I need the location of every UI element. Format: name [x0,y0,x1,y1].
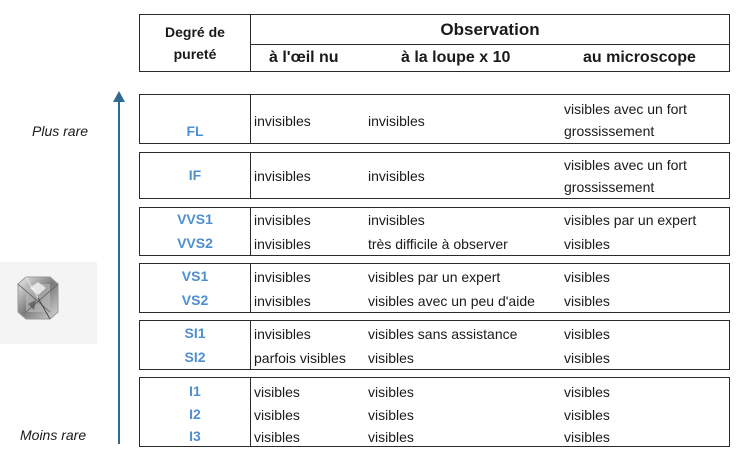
grade-fl: FL [186,123,204,139]
grade-group-vs [139,263,730,313]
cell-si2-loupe: visibles [368,350,414,366]
diamond-icon [0,262,97,344]
grade-vs1: VS1 [181,268,209,284]
cell-i3-eye: visibles [254,429,300,445]
column-divider [250,378,251,446]
cell-si2-micro: visibles [564,350,610,366]
cell-si1-micro: visibles [564,326,610,342]
grade-i2: I2 [189,406,201,422]
grade-group-fl [139,94,730,144]
column-divider [250,264,251,312]
cell-i2-loupe: visibles [368,407,414,423]
cell-fl-micro-1: visibles avec un fort [564,101,687,117]
cell-vvs1-loupe: invisibles [368,212,425,228]
label-moins-rare: Moins rare [20,427,87,443]
header-observation-cell [250,14,730,72]
cell-vs1-eye: invisibles [254,269,311,285]
cell-fl-eye: invisibles [254,113,311,129]
label-plus-rare: Plus rare [32,123,89,139]
cell-vvs1-micro: visibles par un expert [564,212,697,228]
grade-group-si [139,320,730,370]
grade-si2: SI2 [184,349,206,365]
rarity-arrow-line [118,100,120,444]
grade-si1: SI1 [184,325,206,341]
grade-i3: I3 [189,428,201,444]
header-col-loupe: à la loupe x 10 [401,49,511,66]
grade-group-vvs [139,207,730,256]
cell-i2-micro: visibles [564,407,610,423]
cell-if-micro-2: grossissement [564,179,655,195]
header-col-micro: au microscope [583,49,696,66]
cell-i3-micro: visibles [564,429,610,445]
header-observation-title: Observation [440,20,540,39]
grade-vvs1: VVS1 [177,211,213,227]
grade-i1: I1 [189,383,201,399]
rarity-arrow-head-icon [113,91,125,102]
cell-i3-loupe: visibles [368,429,414,445]
cell-vvs2-loupe: très difficile à observer [368,236,508,252]
grade-vs2: VS2 [181,292,209,308]
cell-if-loupe: invisibles [368,168,425,184]
cell-i2-eye: visibles [254,407,300,423]
cell-vs2-eye: invisibles [254,293,311,309]
header-grade-line1: Degré de [165,24,225,40]
cell-vs2-loupe: visibles avec un peu d'aide [368,293,535,309]
header-grade-line2: pureté [173,46,217,62]
diamond-image [0,262,97,344]
column-divider [250,321,251,369]
cell-vvs2-micro: visibles [564,236,610,252]
grade-group-if [139,152,730,199]
cell-vs1-loupe: visibles par un expert [368,269,501,285]
cell-i1-eye: visibles [254,384,300,400]
column-divider [250,95,251,143]
cell-vs2-micro: visibles [564,293,610,309]
cell-if-micro-1: visibles avec un fort [564,157,687,173]
cell-si2-eye: parfois visibles [254,350,346,366]
header-grade-cell [139,14,250,72]
grade-group-i [139,377,730,447]
cell-si1-loupe: visibles sans assistance [368,326,518,342]
cell-vvs2-eye: invisibles [254,236,311,252]
cell-i1-loupe: visibles [368,384,414,400]
cell-vs1-micro: visibles [564,269,610,285]
cell-if-eye: invisibles [254,168,311,184]
cell-si1-eye: invisibles [254,326,311,342]
column-divider [250,208,251,255]
header-col-eye: à l'œil nu [269,49,339,66]
cell-fl-micro-2: grossissement [564,123,655,139]
column-divider [250,153,251,198]
grade-vvs2: VVS2 [177,235,213,251]
grade-if: IF [188,167,202,183]
cell-fl-loupe: invisibles [368,113,425,129]
cell-vvs1-eye: invisibles [254,212,311,228]
cell-i1-micro: visibles [564,384,610,400]
header-divider [251,44,729,45]
